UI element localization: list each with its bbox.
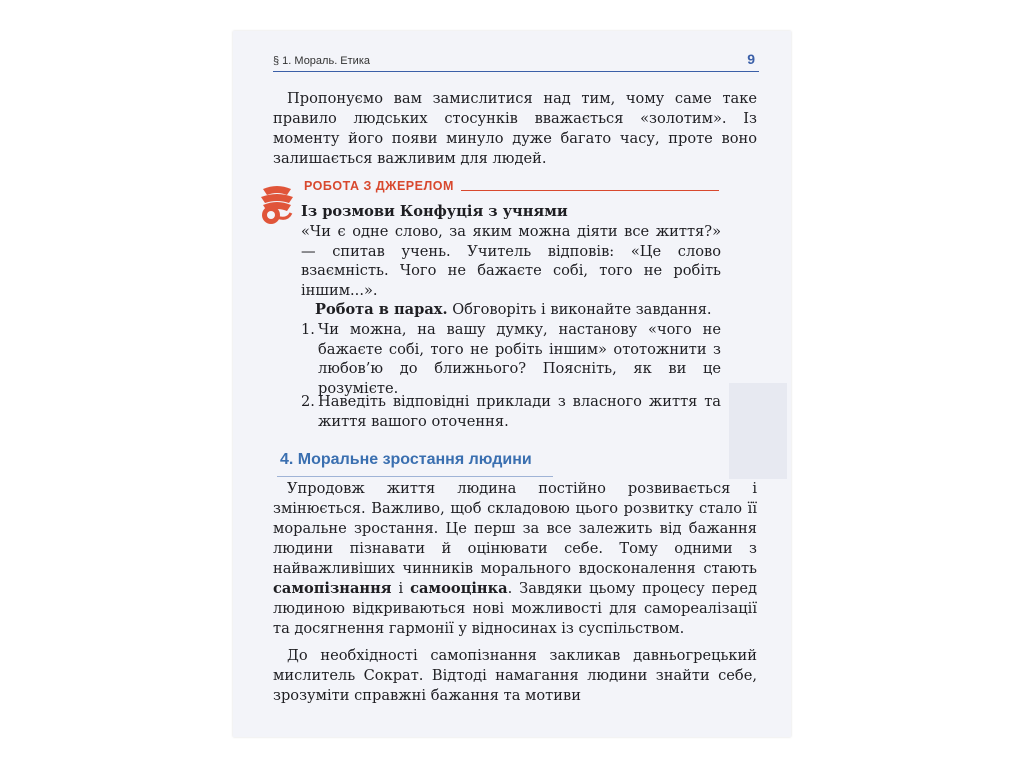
scroll-source-icon [257, 181, 297, 227]
task-number: 2. [301, 393, 315, 410]
pair-work-task [301, 300, 721, 320]
section-paragraph-1 [273, 479, 757, 639]
source-quote: «Чи є одне слово, за яким можна діяти все життя?» — спитав учень. Учитель відповів: «Це слово взаємність. Чого не бажаєте собі, того не робіть іншим...». [301, 223, 721, 299]
task-item-2 [301, 392, 721, 431]
pair-work-text: Обговоріть і виконайте завдання. [447, 301, 712, 318]
intro-paragraph: Пропонуємо вам замислитися над тим, чому саме таке правило людських стосунків вважається «золотим». Із моменту його появи минуло дуже багато часу, проте воно залишається важливим для людей. [273, 90, 757, 167]
para1-text-a: Упродовж життя людина постійно розвивається і змінюється. Важливо, щоб складовою цього розвитку стало її моральне зростання. Це перш за все залежить від бажання людини пізнавати й оцінювати себе. Тому одними з найважливіших чинників морального вдосконалення стають [273, 480, 757, 577]
section-heading: 4. Моральне зростання людини [280, 451, 532, 468]
margin-shadow [729, 383, 787, 479]
task-text: Чи можна, на вашу думку, настанову «чого не бажаєте собі, того не робіть іншим» ототожнити з любов’ю до ближнього? Поясніть, як ви це розумієте. [318, 321, 721, 397]
page-number: 9 [747, 51, 755, 67]
task-text: Наведіть відповідні приклади з власного життя та життя вашого оточення. [318, 393, 721, 430]
source-subtitle: Із розмови Конфуція з учнями [301, 203, 568, 220]
section-heading-rule [277, 476, 553, 477]
running-header [273, 53, 759, 72]
task-item-1 [301, 320, 721, 398]
term-self-knowledge: самопізнання [273, 580, 392, 597]
term-self-esteem: самооцінка [410, 580, 508, 597]
running-header-title: § 1. Мораль. Етика [273, 55, 370, 67]
section-paragraph-2: До необхідності самопізнання закликав давньогрецький мислитель Сократ. Відтоді намагання людини знайти себе, зрозуміти справжні бажання та мотиви [273, 647, 757, 704]
para1-text-mid: і [391, 580, 411, 597]
task-number: 1. [301, 321, 315, 338]
textbook-page [233, 31, 791, 737]
para1-text-c: . Завдяки цьому процесу перед людиною відкриваються нові можливості для самореалізації та досягнення гармонії у відносинах із суспільством. [273, 580, 757, 637]
source-heading: РОБОТА З ДЖЕРЕЛОМ [304, 179, 454, 193]
source-heading-rule [461, 190, 719, 191]
pair-work-label: Робота в парах. [315, 301, 448, 318]
